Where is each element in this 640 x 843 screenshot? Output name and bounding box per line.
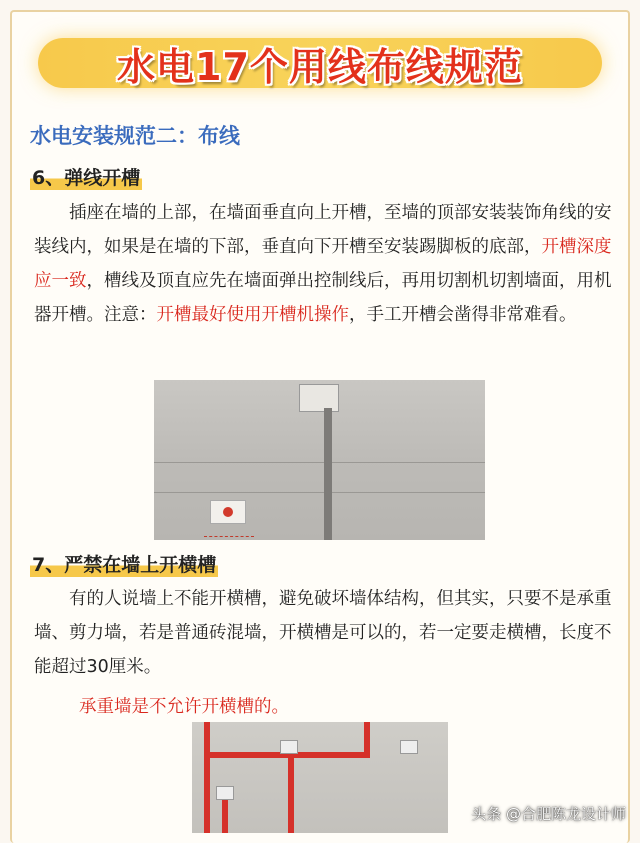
pipe-segment [364, 722, 370, 758]
section-6-highlight-depth: 开槽深度应一致 [34, 237, 612, 291]
section-subtitle: 水电安装规范二：布线 [30, 124, 240, 148]
junction-box [216, 786, 234, 800]
section-7-heading: 7、严禁在墙上开横槽 [30, 550, 218, 577]
wall-marking [204, 526, 254, 537]
switch-indicator [223, 507, 233, 517]
page-title: 水电17个用线布线规范 [117, 44, 523, 89]
chalk-line [154, 462, 485, 463]
pipe-segment [288, 752, 294, 833]
section-6-text-end: ，手工开槽会凿得非常难看。 [349, 305, 577, 325]
junction-box [280, 740, 298, 754]
section-7-paragraph: 有的人说墙上不能开横槽，避免破坏墙体结构，但其实，只要不是承重墙、剪力墙，若是普通砖混墙，开横槽是可以的，若一定要走横槽，长度不能超过30厘米。 [34, 589, 612, 677]
watermark: 头条 @合肥陈龙设计师 [471, 805, 626, 823]
load-bearing-note: 承重墙是不允许开横槽的。 [79, 697, 289, 717]
section-6-highlight-machine: 开槽最好使用开槽机操作 [156, 305, 349, 325]
section-6-text: 插座在墙的上部，在墙面垂直向上开槽，至墙的顶部安装装饰角线的安装线内，如果是在墙的下部，垂直向下开槽至安装踢脚板的底部， [34, 203, 612, 257]
section-6-text-tail: ，槽线及顶直应先在墙面弹出控制线后，再用切割机切割墙面，用机器开槽。注意： [34, 271, 612, 325]
red-pipe-wiring-photo [192, 722, 448, 833]
pipe-segment [204, 722, 210, 833]
vertical-groove [324, 408, 332, 540]
title-banner [24, 28, 616, 98]
section-6-paragraph [34, 196, 614, 332]
chalk-line [154, 492, 485, 493]
wall-groove-photo [154, 380, 485, 540]
wall-switch [210, 500, 246, 524]
junction-box [299, 384, 339, 412]
section-6-heading: 6、弹线开槽 [30, 163, 142, 190]
junction-box [400, 740, 418, 754]
